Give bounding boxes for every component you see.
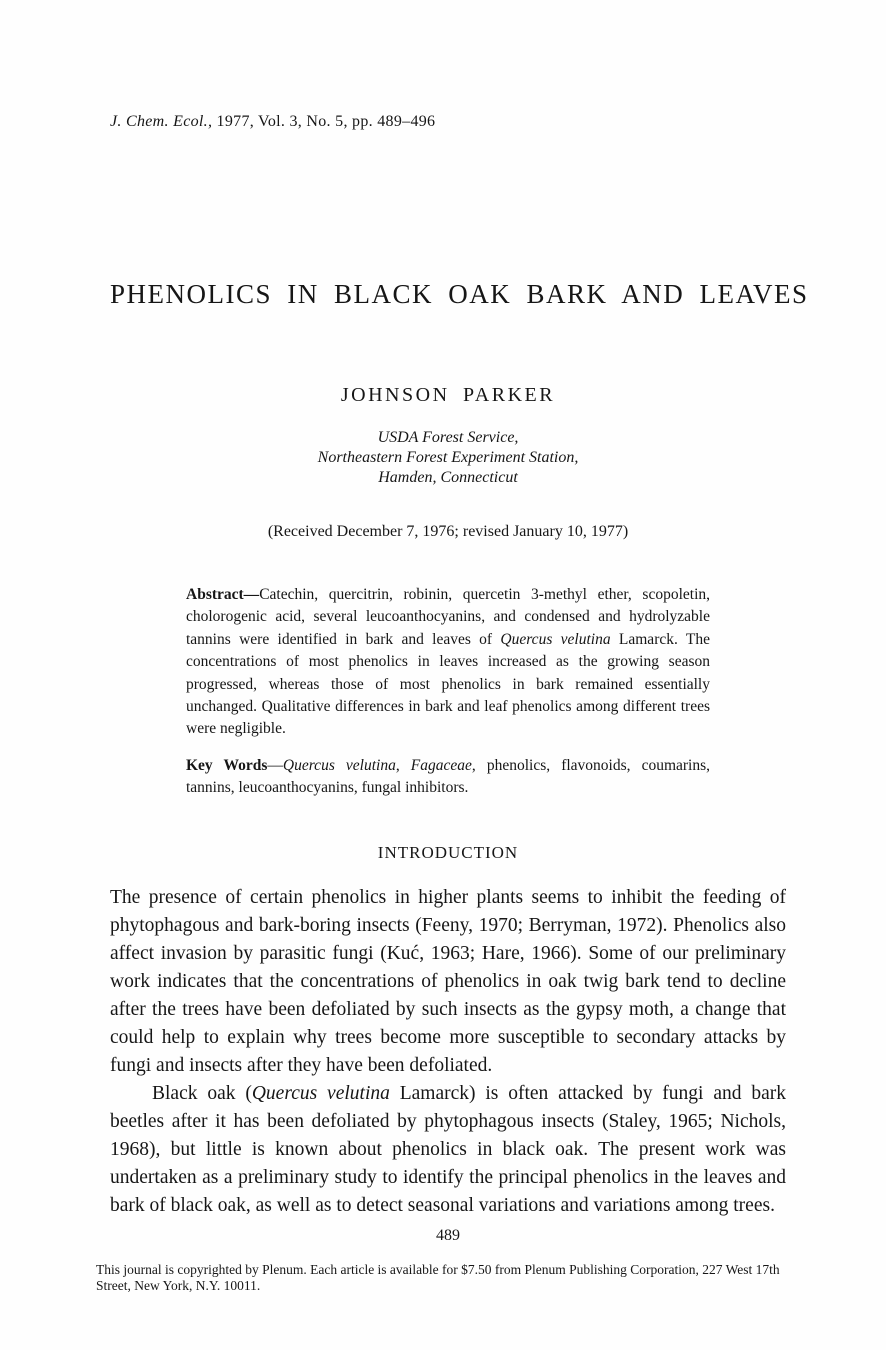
- affiliation-line-2: Northeastern Forest Experiment Station,: [317, 449, 579, 466]
- author-name: JOHNSON PARKER: [340, 384, 556, 406]
- paragraph-2: Black oak (Quercus velutina Lamarck) is often attacked by fungi and bark beetles after it has been defoliated by phytophagous insects (Staley, 1965; Nichols, 1968), but little is known about phenolics in black oak. The present work was undertaken as a preliminary study to identify the principal phenolics in the leaves and bark of black oak, as well as to detect seasonal variations and variations among trees.: [110, 1082, 786, 1216]
- received-dates: (Received December 7, 1976; revised January 10, 1977): [267, 523, 629, 540]
- copyright-footer: This journal is copyrighted by Plenum. Each article is available for $7.50 from Plenum Publishing Corporation, 227 West 17th Street, New York, N.Y. 10011.: [96, 1261, 780, 1294]
- body-text: [110, 884, 786, 1220]
- abstract: Abstract—Catechin, quercitrin, robinin, quercetin 3-methyl ether, scopoletin, cholorogenic acid, several leucoanthocyanins, and condensed and hydrolyzable tannins were identified in bark and leaves of Quercus velutina Lamarck. The concentrations of most phenolics in leaves increased as the growing season progressed, whereas those of most phenolics in bark remained essentially unchanged. Qualitative differences in bark and leaf phenolics among different trees were negligible.: [186, 586, 710, 738]
- journal-citation: J. Chem. Ecol., 1977, Vol. 3, No. 5, pp. 489–496: [110, 113, 436, 130]
- author-affiliation: [110, 428, 786, 488]
- affiliation-line-1: USDA Forest Service,: [377, 429, 519, 446]
- page-number: 489: [436, 1226, 460, 1244]
- paragraph-1: The presence of certain phenolics in higher plants seems to inhibit the feeding of phytophagous and bark-boring insects (Feeny, 1970; Berryman, 1972). Phenolics also affect invasion by parasitic fungi (Kuć, 1963; Hare, 1966). Some of our preliminary work indicates that the concentrations of phenolics in oak twig bark tend to decline after the trees have been defoliated by such insects as the gypsy moth, a change that could help to explain why trees become more susceptible to secondary attacks by fungi and insects after they have been defoliated.: [110, 886, 786, 1076]
- section-heading-introduction: INTRODUCTION: [377, 842, 519, 862]
- article-title: PHENOLICS IN BLACK OAK BARK AND LEAVES: [110, 279, 809, 309]
- keywords: Key Words—Quercus velutina, Fagaceae, phenolics, flavonoids, coumarins, tannins, leucoanthocyanins, fungal inhibitors.: [186, 756, 711, 797]
- affiliation-line-3: Hamden, Connecticut: [378, 469, 518, 486]
